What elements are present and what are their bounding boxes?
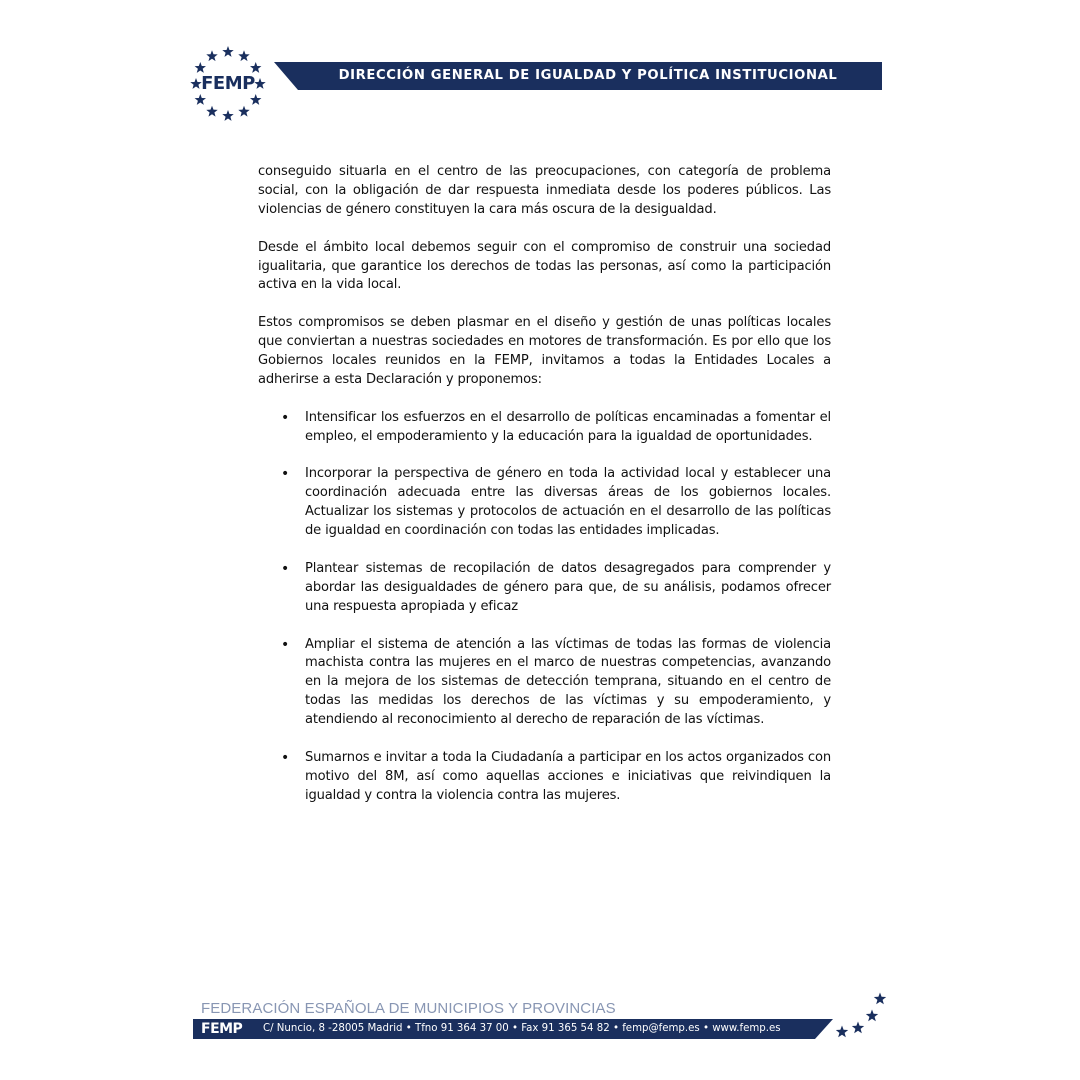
bullet-icon: • <box>281 636 290 653</box>
paragraph: Desde el ámbito local debemos seguir con el compromiso de construir una sociedad igualitaria, que garantice los derechos de todas las personas, así como la participación activa en la vida local. <box>258 239 831 293</box>
footer-stars-icon <box>832 990 892 1042</box>
header-title: DIRECCIÓN GENERAL DE IGUALDAD Y POLÍTICA INSTITUCIONAL <box>338 68 838 83</box>
star-icon <box>866 1010 878 1022</box>
footer-contact-info: C/ Nuncio, 8 -28005 Madrid • Tfno 91 364 37 00 • Fax 91 365 54 82 • femp@femp.es • www.femp.es <box>263 1023 781 1034</box>
star-icon <box>874 993 886 1005</box>
list-item <box>258 465 831 541</box>
logo-text: FEMP <box>201 73 255 94</box>
paragraph: conseguido situarla en el centro de las preocupaciones, con categoría de problema social, con la obligación de dar respuesta inmediata desde los poderes públicos. Las violencias de género constituyen la cara más oscura de la desigualdad. <box>258 164 831 217</box>
footer-band <box>193 1019 833 1039</box>
star-icon <box>852 1022 864 1034</box>
list-item <box>258 749 831 806</box>
star-icon <box>836 1026 848 1038</box>
bullet-icon: • <box>281 466 290 483</box>
star-icon <box>206 50 217 61</box>
list-item-text: Incorporar la perspectiva de género en toda la actividad local y establecer una coordinación adecuada entre las diversas áreas de los gobiernos locales. Actualizar los sistemas y protocolos de actuación en el desarrollo de las políticas de igualdad en coordinación con todas las entidades implicadas. <box>305 466 831 539</box>
list-item-text: Intensificar los esfuerzos en el desarrollo de políticas encaminadas a fomentar el empleo, el empoderamiento y la educación para la igualdad de oportunidades. <box>305 409 831 444</box>
star-icon <box>250 94 261 105</box>
star-icon <box>250 62 261 73</box>
star-icon <box>222 46 233 57</box>
star-icon <box>238 50 249 61</box>
document-body <box>258 163 831 825</box>
list-item-text: Ampliar el sistema de atención a las víctimas de todas las formas de violencia machista contra las mujeres en el marco de nuestras competencias, avanzando en la mejora de los sistemas de detección temprana, situando en el centro de todas las medidas los derechos de las víctimas y su empoderamiento, y atendiendo al reconocimiento al derecho de reparación de las víctimas. <box>305 636 831 728</box>
star-icon <box>195 94 206 105</box>
list-item <box>258 409 831 447</box>
paragraph: Estos compromisos se deben plasmar en el diseño y gestión de unas políticas locales que conviertan a nuestras sociedades en motores de transformación. Es por ello que los Gobiernos locales reunidos en la FEMP, invitamos a todas la Entidades Locales a adherirse a esta Declaración y proponemos: <box>258 315 831 387</box>
femp-logo <box>190 46 266 122</box>
bullet-icon: • <box>281 409 290 426</box>
list-item-text: Sumarnos e invitar a toda la Ciudadanía a participar en los actos organizados con motivo del 8M, así como aquellas acciones e iniciativas que reivindiquen la igualdad y contra la violencia contra las mujeres. <box>305 749 831 803</box>
bullet-icon: • <box>281 749 290 766</box>
proposal-list <box>258 409 831 806</box>
header-band <box>274 62 882 90</box>
star-icon <box>222 110 233 121</box>
list-item <box>258 636 831 731</box>
footer-logo-text: FEMP <box>201 1021 243 1037</box>
star-icon <box>195 62 206 73</box>
star-icon <box>238 106 249 117</box>
list-item-text: Plantear sistemas de recopilación de datos desagregados para comprender y abordar las desigualdades de género para que, de su análisis, podamos ofrecer una respuesta apropiada y eficaz <box>305 560 831 614</box>
star-icon <box>206 106 217 117</box>
bullet-icon: • <box>281 560 290 577</box>
list-item <box>258 560 831 617</box>
footer-organization-name: FEDERACIÓN ESPAÑOLA DE MUNICIPIOS Y PROVINCIAS <box>201 1000 616 1017</box>
